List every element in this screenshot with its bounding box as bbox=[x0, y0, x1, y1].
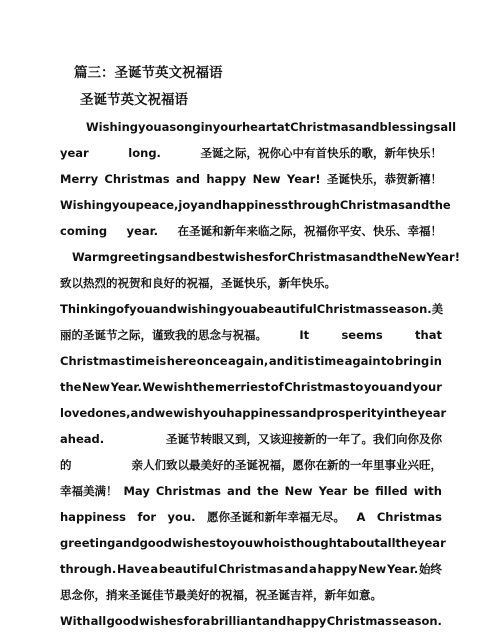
text-word: joy bbox=[178, 198, 198, 212]
text-word: the bbox=[376, 250, 399, 264]
text-word: and bbox=[262, 614, 287, 628]
text-word: and bbox=[152, 302, 177, 316]
text-word: bring bbox=[394, 354, 430, 368]
text-word: happiness bbox=[60, 510, 127, 524]
text-word: all bbox=[379, 536, 396, 550]
text-word: good bbox=[139, 536, 172, 550]
text-word: Christmas bbox=[287, 250, 353, 264]
text-word: Christmas bbox=[376, 510, 442, 524]
text-word: happiness bbox=[226, 406, 293, 420]
text-word: is bbox=[279, 536, 291, 550]
text-word: time bbox=[314, 354, 345, 368]
text-word: and bbox=[292, 406, 317, 420]
text-word: merriest bbox=[215, 380, 271, 394]
text-word: 的 bbox=[60, 458, 72, 472]
text-word: happy bbox=[286, 614, 327, 628]
text-word: greeting bbox=[60, 536, 116, 550]
text-word: and bbox=[284, 562, 309, 576]
text-word: Christmas bbox=[339, 198, 406, 212]
text-word: and bbox=[175, 172, 201, 186]
text-word: best bbox=[196, 250, 225, 264]
text-line bbox=[60, 426, 442, 452]
text-word: New bbox=[398, 250, 427, 264]
text-line bbox=[60, 166, 442, 192]
text-word: all bbox=[90, 614, 107, 628]
text-word: it bbox=[293, 354, 303, 368]
text-word: in bbox=[383, 406, 396, 420]
text-word: to bbox=[349, 380, 364, 394]
text-word: you bbox=[138, 120, 162, 134]
text-word: Christmas bbox=[218, 562, 284, 576]
text-word: for bbox=[268, 250, 288, 264]
text-word: you bbox=[363, 380, 388, 394]
text-word: you bbox=[229, 536, 254, 550]
text-word: May bbox=[123, 484, 150, 498]
text-word: you bbox=[202, 406, 227, 420]
text-word: wish bbox=[162, 380, 193, 394]
text-word: Year. bbox=[110, 380, 142, 394]
text-line bbox=[60, 530, 446, 556]
text-word: We bbox=[142, 380, 163, 394]
text-word: for bbox=[183, 614, 203, 628]
text-word: Year bbox=[318, 484, 348, 498]
text-word: in bbox=[429, 354, 442, 368]
text-word: 亲人们致以最美好的圣诞祝福，愿你在新的一年里事业兴旺， bbox=[131, 458, 442, 472]
text-word: Thinking bbox=[60, 302, 117, 316]
text-word: the bbox=[60, 380, 82, 394]
text-line bbox=[60, 582, 442, 608]
text-word: 愿你圣诞和新年幸福无尽。 bbox=[206, 510, 345, 524]
text-word: New bbox=[252, 172, 281, 186]
text-word: song bbox=[169, 120, 201, 134]
text-word: and bbox=[387, 380, 413, 394]
text-word: Wishing bbox=[86, 120, 139, 134]
text-word: 丽的圣诞节之际，谨致我的思念与祝福。 bbox=[60, 328, 267, 342]
text-line bbox=[60, 322, 442, 348]
text-word: a bbox=[250, 302, 259, 316]
text-word: wishes bbox=[224, 250, 269, 264]
text-word: Year! bbox=[286, 172, 321, 186]
text-line bbox=[60, 478, 442, 504]
text-word: wishing bbox=[176, 302, 227, 316]
text-word: and bbox=[405, 198, 430, 212]
text-word: and bbox=[226, 484, 252, 498]
text-word: the bbox=[257, 484, 279, 498]
text-word: Warm bbox=[72, 250, 110, 264]
text-line bbox=[60, 348, 442, 374]
text-word: and bbox=[197, 198, 222, 212]
text-line bbox=[60, 140, 442, 166]
text-word: a bbox=[150, 562, 159, 576]
text-word: Christmas bbox=[290, 120, 356, 134]
text-word: long. bbox=[128, 146, 161, 160]
text-word: Christmas bbox=[104, 172, 170, 186]
text-word: 圣诞节转眼又到，又该迎接新的一年了。我们向你及你 bbox=[166, 432, 442, 446]
text-word: Christmas bbox=[326, 614, 392, 628]
text-word: wishes bbox=[171, 536, 217, 550]
text-word: your bbox=[212, 120, 242, 134]
text-word: seems bbox=[341, 328, 383, 342]
text-word: It bbox=[299, 328, 310, 342]
text-word: coming bbox=[60, 224, 108, 238]
text-word: Christmas bbox=[316, 302, 382, 316]
text-word: New bbox=[284, 484, 313, 498]
text-word: season. bbox=[381, 302, 432, 316]
text-word: 圣诞快乐，恭贺新禧！ bbox=[326, 172, 442, 186]
page-title: 篇三：圣诞节英文祝福语 bbox=[74, 65, 223, 81]
text-word: time bbox=[125, 354, 155, 368]
text-word: Christmas bbox=[60, 354, 126, 368]
text-word: year. bbox=[126, 224, 159, 238]
text-word: blessings bbox=[379, 120, 441, 134]
text-word: filled bbox=[375, 484, 408, 498]
text-word: the bbox=[395, 406, 418, 420]
text-word: with bbox=[413, 484, 442, 498]
text-word: heart bbox=[241, 120, 277, 134]
text-word: and bbox=[355, 120, 380, 134]
text-word: year bbox=[417, 406, 447, 420]
text-word: we bbox=[154, 406, 174, 420]
text-word: the bbox=[429, 198, 451, 212]
text-line bbox=[60, 296, 442, 322]
text-word: brilliant bbox=[210, 614, 262, 628]
text-word: 幸福美满！ bbox=[60, 484, 118, 498]
text-word: all bbox=[440, 120, 457, 134]
text-word: ahead. bbox=[60, 432, 105, 446]
text-word: wish bbox=[173, 406, 203, 420]
text-word: you. bbox=[167, 510, 196, 524]
text-word: beautiful bbox=[258, 302, 317, 316]
text-word: here bbox=[166, 354, 197, 368]
text-word: once bbox=[196, 354, 228, 368]
text-line bbox=[60, 192, 451, 218]
text-word: through. bbox=[60, 562, 117, 576]
text-word: beautiful bbox=[158, 562, 218, 576]
text-word: and bbox=[130, 406, 155, 420]
text-word: of bbox=[116, 302, 130, 316]
text-word: happiness bbox=[221, 198, 288, 212]
text-line bbox=[60, 452, 442, 478]
text-word: Wishing bbox=[60, 198, 113, 212]
text-word: the bbox=[193, 380, 215, 394]
text-word: 圣诞之际，祝你心中有首快乐的歌，新年快乐！ bbox=[200, 146, 442, 160]
text-word: 致以热烈的祝贺和良好的祝福，圣诞快乐，新年快乐。 bbox=[60, 276, 336, 290]
text-word: season. bbox=[392, 614, 442, 628]
text-word: the bbox=[395, 536, 418, 550]
text-word: at bbox=[276, 120, 291, 134]
text-word: is bbox=[155, 354, 167, 368]
text-word: Merry bbox=[60, 172, 99, 186]
text-word: of bbox=[270, 380, 284, 394]
text-word: you bbox=[129, 302, 153, 316]
text-word: 在圣诞和新年来临之际，祝福你平安、快乐、幸福！ bbox=[177, 224, 442, 238]
text-word: a bbox=[161, 120, 170, 134]
text-word: 思念你，捎来圣诞佳节最美好的祝福，祝圣诞吉祥，新年如意。 bbox=[60, 588, 382, 602]
text-word: again bbox=[344, 354, 381, 368]
text-word: year bbox=[60, 146, 89, 160]
text-word: again, bbox=[228, 354, 269, 368]
text-word: that bbox=[415, 328, 442, 342]
text-word: loved bbox=[60, 406, 96, 420]
text-word: who bbox=[253, 536, 280, 550]
text-word: 始终 bbox=[418, 562, 442, 576]
text-word: wishes bbox=[139, 614, 184, 628]
text-word: for bbox=[137, 510, 157, 524]
text-word: and bbox=[352, 250, 377, 264]
text-word: ones, bbox=[95, 406, 131, 420]
text-word: a bbox=[202, 614, 211, 628]
text-line bbox=[60, 218, 442, 244]
text-line bbox=[60, 504, 442, 530]
text-word: you bbox=[112, 198, 136, 212]
text-word: Christmas bbox=[284, 380, 350, 394]
text-word: good bbox=[106, 614, 139, 628]
text-line bbox=[60, 556, 442, 582]
text-word: you bbox=[226, 302, 251, 316]
text-word: New bbox=[82, 380, 111, 394]
document-body bbox=[60, 114, 460, 634]
text-line bbox=[60, 374, 442, 400]
text-word: 美 bbox=[431, 302, 444, 316]
text-word: year bbox=[417, 536, 446, 550]
text-line bbox=[60, 114, 457, 140]
text-word: about bbox=[342, 536, 380, 550]
text-word: Christmas bbox=[155, 484, 221, 498]
text-word: greetings bbox=[109, 250, 172, 264]
text-word: and bbox=[171, 250, 197, 264]
text-word: Year. bbox=[386, 562, 419, 576]
text-word: a bbox=[309, 562, 317, 576]
text-word: happy bbox=[206, 172, 247, 186]
text-word: Year! bbox=[426, 250, 460, 264]
text-word: New bbox=[358, 562, 387, 576]
text-word: happy bbox=[317, 562, 358, 576]
text-word: in bbox=[200, 120, 213, 134]
text-line bbox=[60, 400, 447, 426]
text-word: thought bbox=[290, 536, 343, 550]
text-word: Have bbox=[116, 562, 150, 576]
text-word: and bbox=[115, 536, 140, 550]
text-word: With bbox=[60, 614, 91, 628]
text-word: is bbox=[303, 354, 315, 368]
text-line bbox=[60, 608, 442, 634]
text-word: be bbox=[353, 484, 370, 498]
text-word: A bbox=[356, 510, 366, 524]
text-word: to bbox=[216, 536, 230, 550]
text-word: peace, bbox=[135, 198, 179, 212]
text-word: to bbox=[381, 354, 395, 368]
text-word: through bbox=[287, 198, 340, 212]
text-word: prosperity bbox=[316, 406, 384, 420]
text-line bbox=[60, 270, 442, 296]
text-word: and bbox=[268, 354, 294, 368]
section-subtitle: 圣诞节英文祝福语 bbox=[80, 92, 188, 108]
text-word: your bbox=[412, 380, 442, 394]
text-line bbox=[60, 244, 460, 270]
